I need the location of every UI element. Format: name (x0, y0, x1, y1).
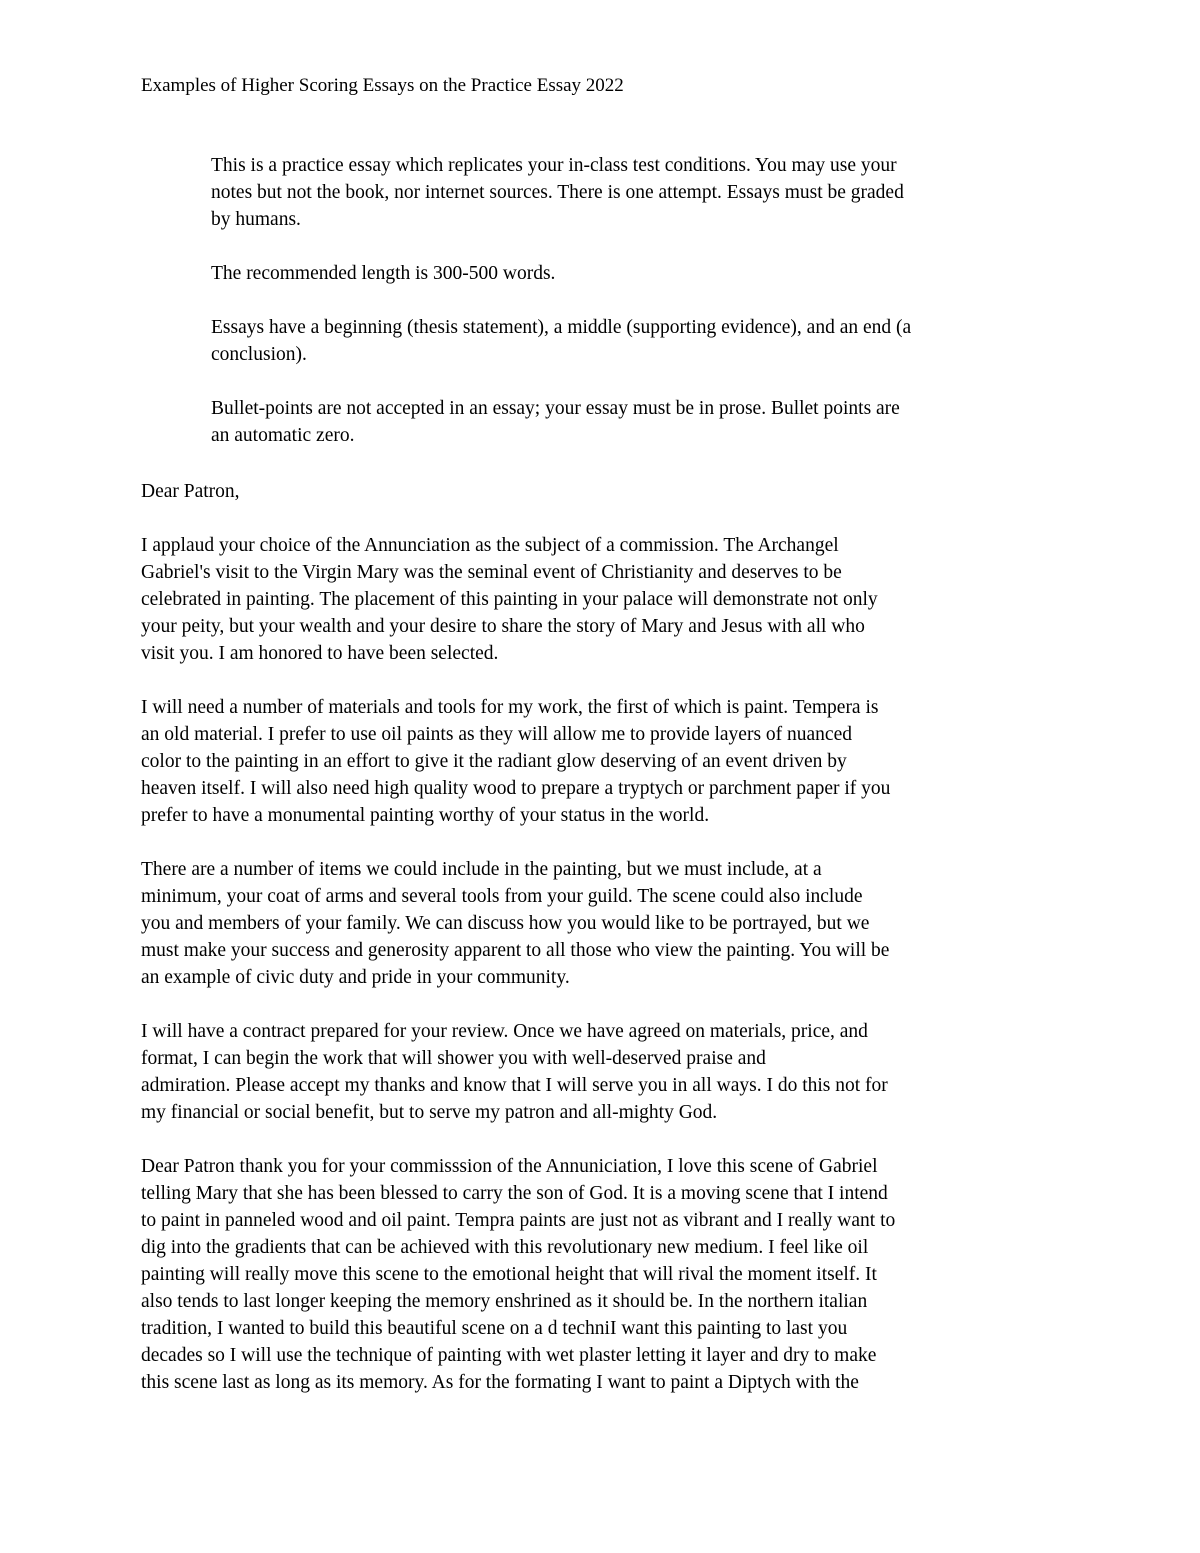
essay-paragraph (141, 1018, 1081, 1126)
text-line: heaven itself. I will also need high quality wood to prepare a tryptych or parchment paper if you (141, 778, 891, 799)
text-line: Dear Patron, (141, 481, 240, 502)
text-line: Bullet-points are not accepted in an essay; your essay must be in prose. Bullet points are (211, 398, 900, 419)
text-line: my financial or social benefit, but to serve my patron and all-mighty God. (141, 1102, 718, 1123)
text-line: Gabriel's visit to the Virgin Mary was the seminal event of Christianity and deserves to be (141, 562, 842, 583)
text-line: prefer to have a monumental painting worthy of your status in the world. (141, 805, 710, 826)
essay-paragraph (141, 1153, 1081, 1396)
text-line: minimum, your coat of arms and several tools from your guild. The scene could also include (141, 886, 863, 907)
text-line: format, I can begin the work that will shower you with well-deserved praise and (141, 1048, 766, 1069)
salutation (141, 478, 1081, 505)
essay-body (141, 478, 1081, 1423)
text-line: celebrated in painting. The placement of this painting in your palace will demonstrate not only (141, 589, 878, 610)
text-line: admiration. Please accept my thanks and know that I will serve you in all ways. I do this not for (141, 1075, 888, 1096)
text-line: an automatic zero. (211, 425, 355, 446)
text-line: an example of civic duty and pride in your community. (141, 967, 570, 988)
text-line: this scene last as long as its memory. As for the formating I want to paint a Diptych with the (141, 1372, 859, 1393)
text-line: by humans. (211, 209, 301, 230)
text-line: Essays have a beginning (thesis statement), a middle (supporting evidence), and an end (a (211, 317, 912, 338)
instruction-paragraph (211, 260, 1071, 287)
instruction-paragraph (211, 152, 1071, 233)
text-line: must make your success and generosity apparent to all those who view the painting. You will be (141, 940, 890, 961)
essay-paragraph (141, 532, 1081, 667)
text-line: decades so I will use the technique of painting with wet plaster letting it layer and dry to make (141, 1345, 877, 1366)
text-line: notes but not the book, nor internet sources. There is one attempt. Essays must be graded (211, 182, 904, 203)
text-line: painting will really move this scene to the emotional height that will rival the moment itself. It (141, 1264, 877, 1285)
text-line: Dear Patron thank you for your commisssion of the Annuniciation, I love this scene of Gabriel (141, 1156, 878, 1177)
text-line: also tends to last longer keeping the memory enshrined as it should be. In the northern italian (141, 1291, 868, 1312)
text-line: dig into the gradients that can be achieved with this revolutionary new medium. I feel like oil (141, 1237, 869, 1258)
text-line: The recommended length is 300-500 words. (211, 263, 556, 284)
instruction-paragraph (211, 314, 1071, 368)
text-line: This is a practice essay which replicates your in-class test conditions. You may use your (211, 155, 897, 176)
document-title: Examples of Higher Scoring Essays on the Practice Essay 2022 (141, 75, 624, 96)
text-line: an old material. I prefer to use oil paints as they will allow me to provide layers of nuanced (141, 724, 852, 745)
text-line: to paint in panneled wood and oil paint. Tempra paints are just not as vibrant and I really want to (141, 1210, 896, 1231)
text-line: your peity, but your wealth and your desire to share the story of Mary and Jesus with all who (141, 616, 865, 637)
text-line: tradition, I wanted to build this beautiful scene on a d techniI want this painting to last you (141, 1318, 848, 1339)
instructions-block (211, 152, 1071, 476)
text-line: conclusion). (211, 344, 307, 365)
text-line: visit you. I am honored to have been selected. (141, 643, 499, 664)
instruction-paragraph (211, 395, 1071, 449)
essay-paragraph (141, 856, 1081, 991)
text-line: There are a number of items we could include in the painting, but we must include, at a (141, 859, 822, 880)
text-line: you and members of your family. We can discuss how you would like to be portrayed, but we (141, 913, 870, 934)
essay-paragraph (141, 694, 1081, 829)
text-line: I will have a contract prepared for your review. Once we have agreed on materials, price, and (141, 1021, 868, 1042)
text-line: color to the painting in an effort to give it the radiant glow deserving of an event driven by (141, 751, 847, 772)
text-line: I applaud your choice of the Annunciation as the subject of a commission. The Archangel (141, 535, 839, 556)
text-line: I will need a number of materials and tools for my work, the first of which is paint. Tempera is (141, 697, 879, 718)
text-line: telling Mary that she has been blessed to carry the son of God. It is a moving scene that I intend (141, 1183, 888, 1204)
